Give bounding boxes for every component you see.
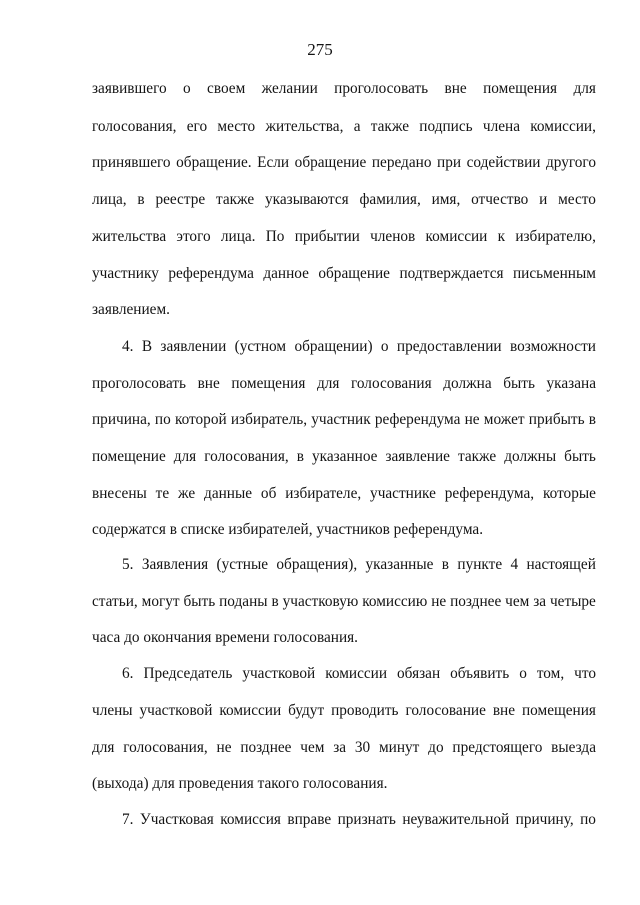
word: заявление: [385, 448, 450, 465]
text-line: [92, 484, 596, 504]
word: помещения: [521, 702, 596, 719]
word: члены: [92, 702, 133, 719]
word: голосования,: [123, 739, 208, 756]
word: заявлении: [160, 338, 227, 355]
word: принявшего: [92, 154, 171, 171]
word: объявить: [450, 665, 510, 682]
word: желании: [261, 80, 318, 97]
word: об: [260, 485, 277, 502]
word: участковой: [139, 702, 213, 719]
word: причину,: [515, 811, 574, 828]
word: будут: [288, 702, 325, 719]
text-line: (выхода) для проведения такого голосования.: [92, 775, 388, 792]
word: может: [483, 411, 525, 428]
word: В: [141, 338, 153, 355]
word: голосование: [405, 702, 486, 719]
word: признать: [337, 811, 396, 828]
word: участковой: [242, 665, 316, 682]
word: в: [271, 593, 279, 610]
word: также: [215, 191, 255, 208]
word: возможности: [509, 338, 596, 355]
word: должны: [504, 448, 557, 465]
word: проводить: [331, 702, 399, 719]
word: внесены: [92, 485, 147, 502]
word: чем: [300, 739, 325, 756]
text-line: [92, 190, 596, 210]
word: выезда: [551, 739, 596, 756]
word: голосования: [350, 375, 432, 392]
word: (устном: [234, 338, 287, 355]
word: (устные: [216, 556, 269, 573]
word: избиратель,: [230, 411, 308, 428]
word: подпись: [419, 118, 473, 135]
word: настоящей: [526, 556, 596, 573]
word: члена: [482, 118, 520, 135]
word: прибыть: [528, 411, 585, 428]
word: комиссии: [325, 665, 388, 682]
word: вне: [444, 80, 467, 97]
word: комиссию: [362, 593, 428, 610]
word: причина,: [92, 411, 151, 428]
word: данное: [263, 265, 309, 282]
word: и: [539, 191, 548, 208]
word: 4.: [122, 338, 134, 355]
word: избирателю,: [515, 228, 596, 245]
word: четыре: [549, 593, 596, 610]
word: участковую: [282, 593, 359, 610]
word: содействии: [466, 154, 541, 171]
word: не: [216, 739, 232, 756]
word: его: [186, 118, 208, 135]
text-line: [92, 79, 596, 99]
word: поданы: [219, 593, 268, 610]
word: не: [464, 411, 480, 428]
word: минут: [378, 739, 420, 756]
word: неуважительной: [402, 811, 510, 828]
word: помещения: [231, 375, 306, 392]
word: не: [431, 593, 447, 610]
word: же: [178, 485, 196, 502]
text-line: [92, 738, 596, 758]
text-line: [92, 410, 596, 430]
word: 5.: [122, 556, 134, 573]
text-line: [122, 555, 596, 575]
word: обращение: [318, 265, 390, 282]
word: также: [370, 118, 410, 135]
word: Если: [257, 154, 290, 171]
word: участник: [311, 411, 371, 428]
word: о: [183, 80, 191, 97]
word: подтверждается: [399, 265, 504, 282]
word: позднее: [450, 593, 502, 610]
word: те: [155, 485, 170, 502]
word: должна: [443, 375, 492, 392]
word: проголосовать: [92, 375, 186, 392]
word: 4: [510, 556, 519, 573]
word: том,: [536, 665, 565, 682]
text-line: [92, 117, 596, 137]
word: 7.: [122, 811, 134, 828]
word: указанное: [311, 448, 378, 465]
word: этого: [176, 228, 211, 245]
word: которые: [542, 485, 596, 502]
word: место: [558, 191, 596, 208]
word: голосования,: [204, 448, 289, 465]
word: к: [497, 228, 506, 245]
word: По: [265, 228, 285, 245]
word: помещение: [92, 448, 166, 465]
text-line: часа до окончания времени голосования.: [92, 629, 358, 646]
text-line: [122, 337, 596, 357]
word: обязан: [397, 665, 441, 682]
word: жительства: [92, 228, 167, 245]
page-number: 275: [307, 40, 333, 59]
word: проголосовать: [334, 80, 429, 97]
word: статьи,: [92, 593, 138, 610]
word: по: [580, 811, 596, 828]
word: указываются: [265, 191, 349, 208]
word: за: [333, 739, 347, 756]
word: вне: [492, 702, 516, 719]
word: о: [380, 338, 389, 355]
word: вправе: [287, 811, 332, 828]
word: также: [457, 448, 497, 465]
word: а: [353, 118, 361, 135]
word: письменным: [512, 265, 596, 282]
word: позднее: [240, 739, 292, 756]
word: для: [316, 375, 340, 392]
word: другого: [546, 154, 596, 171]
word: предоставлении: [396, 338, 502, 355]
word: которой: [174, 411, 227, 428]
word: обращения),: [276, 556, 358, 573]
word: отчество: [471, 191, 529, 208]
word: за: [533, 593, 547, 610]
word: для: [173, 448, 197, 465]
word: до: [428, 739, 444, 756]
word: чем: [505, 593, 530, 610]
word: прибытии: [294, 228, 360, 245]
word: референдума: [168, 265, 254, 282]
word: обращении): [294, 338, 373, 355]
text-line: [92, 153, 596, 173]
word: участнике: [370, 485, 436, 502]
word: в: [137, 191, 145, 208]
word: Председатель: [143, 665, 233, 682]
text-line: содержатся в списке избирателей, участников референдума.: [92, 521, 484, 538]
word: голосования,: [92, 118, 177, 135]
word: указана: [546, 375, 596, 392]
word: пункте: [457, 556, 503, 573]
text-line: [92, 374, 596, 394]
word: что: [574, 665, 596, 682]
word: при: [437, 154, 462, 171]
word: комиссия: [220, 811, 281, 828]
word: комиссии: [425, 228, 488, 245]
word: передано: [371, 154, 432, 171]
word: могут: [141, 593, 180, 610]
word: о: [519, 665, 527, 682]
word: указанные: [365, 556, 434, 573]
word: реестре: [155, 191, 206, 208]
word: референдума: [374, 411, 461, 428]
word: членов: [370, 228, 416, 245]
word: лица.: [220, 228, 256, 245]
word: по: [154, 411, 171, 428]
word: вне: [197, 375, 220, 392]
word: избирателе,: [285, 485, 362, 502]
word: Заявления: [141, 556, 209, 573]
text-line: [92, 264, 596, 284]
word: своем: [207, 80, 246, 97]
word: Участковая: [139, 811, 214, 828]
word: данные: [204, 485, 253, 502]
word: лица,: [92, 191, 127, 208]
word: имя,: [431, 191, 461, 208]
word: 6.: [122, 665, 134, 682]
word: в: [441, 556, 450, 573]
word: для: [92, 739, 115, 756]
text-line: [122, 664, 596, 684]
word: референдума,: [444, 485, 535, 502]
text-line: [92, 701, 596, 721]
word: место: [217, 118, 256, 135]
word: для: [573, 80, 596, 97]
text-line: [92, 447, 596, 467]
text-line: [92, 592, 596, 612]
word: фамилия,: [359, 191, 421, 208]
word: в: [588, 411, 596, 428]
word: помещения: [483, 80, 558, 97]
word: в: [296, 448, 304, 465]
word: быть: [564, 448, 596, 465]
word: участнику: [92, 265, 159, 282]
word: заявившего: [92, 80, 167, 97]
word: 30: [354, 739, 371, 756]
word: комиссии: [219, 702, 282, 719]
word: комиссии,: [530, 118, 596, 135]
word: обращение.: [176, 154, 252, 171]
text-line: [92, 227, 596, 247]
word: быть: [503, 375, 535, 392]
word: быть: [183, 593, 216, 610]
word: жительства,: [265, 118, 344, 135]
word: обращение: [294, 154, 367, 171]
word: предстоящего: [452, 739, 543, 756]
text-line: [122, 810, 596, 830]
text-line: заявлением.: [92, 301, 170, 318]
